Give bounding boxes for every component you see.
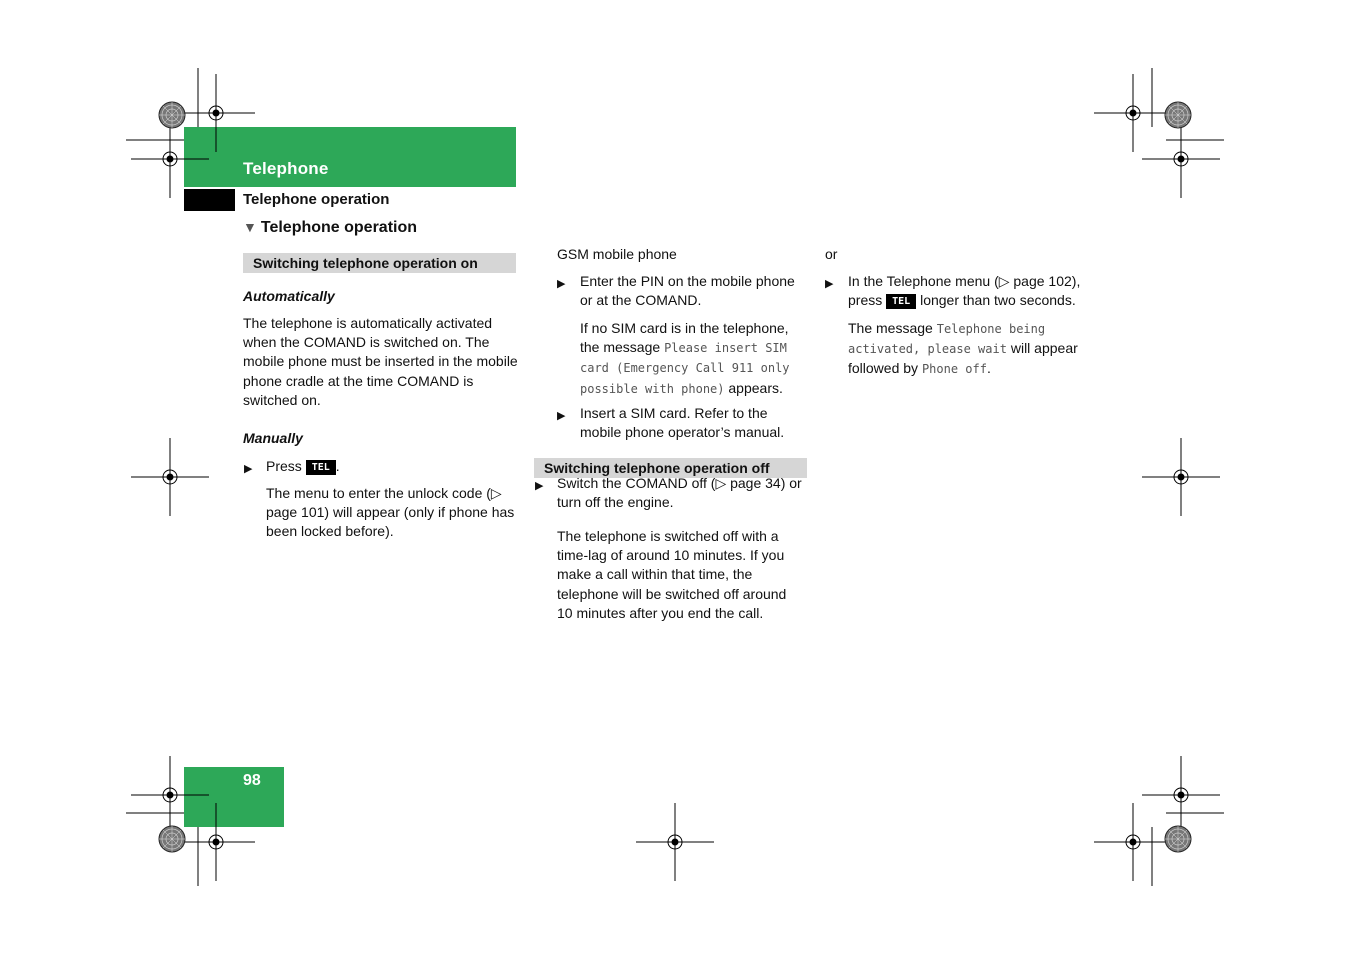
step-press-tel: Press TEL . — [266, 458, 340, 474]
heading-switch-on: Switching telephone operation on — [243, 253, 516, 273]
chapter-title: Telephone — [243, 159, 329, 178]
step-insert-sim: Insert a SIM card. Refer to the mobile phone operator’s manual. — [580, 405, 785, 441]
bullet-icon: ▶ — [244, 463, 253, 475]
tel-key-icon: TEL — [886, 294, 916, 309]
step-enter-pin: Enter the PIN on the mobile phone or at the COMAND. — [580, 273, 795, 309]
subsection-title: ▼ Telephone operation — [243, 219, 418, 236]
paragraph-message: The message Telephone being activated, please wait will appear followed by Phone off. — [848, 320, 1078, 377]
triangle-down-icon: ▼ — [243, 219, 257, 235]
bullet-icon: ▶ — [557, 410, 566, 422]
paragraph-time-lag: The telephone is switched off with a time-lag of around 10 minutes. If you make a call within that time, the telephone will be switched off around 10 minutes after you end the call. — [557, 528, 787, 621]
bullet-icon: ▶ — [535, 480, 544, 492]
paragraph-unlock-code: The menu to enter the unlock code (▷ page 101) will appear (only if phone has been locked before). — [266, 485, 515, 540]
step-telephone-menu: In the Telephone menu (▷ page 102), press TEL longer than two seconds. — [848, 273, 1081, 309]
bullet-icon: ▶ — [557, 278, 566, 290]
display-message-phone-off: Phone off — [921, 362, 987, 377]
crop-marks — [126, 68, 1224, 886]
label-automatically: Automatically — [243, 288, 335, 304]
paragraph-automatically: The telephone is automatically activated when the COMAND is switched on. The mobile phone must be inserted in the mobile phone cradle at the time COMAND is switched on. — [243, 315, 518, 408]
heading-switch-off: Switching telephone operation off — [534, 458, 807, 478]
display-message-insert-sim: Please insert SIM card (Emergency Call 911 only possible with phone) — [580, 341, 790, 396]
step-switch-off: Switch the COMAND off (▷ page 34) or turn off the engine. — [557, 475, 802, 511]
bullet-icon: ▶ — [825, 278, 834, 290]
section-title: Telephone operation — [243, 191, 390, 208]
page-number: 98 — [243, 772, 261, 789]
label-manually: Manually — [243, 430, 303, 446]
tel-key-icon: TEL — [306, 460, 336, 475]
display-message-activating: Telephone being activated, please wait — [848, 322, 1046, 357]
label-gsm: GSM mobile phone — [557, 246, 677, 262]
label-or: or — [825, 246, 838, 262]
paragraph-no-sim: If no SIM card is in the telephone, the message Please insert SIM card (Emergency Call 911 only possible with phone) appears. — [580, 320, 790, 396]
